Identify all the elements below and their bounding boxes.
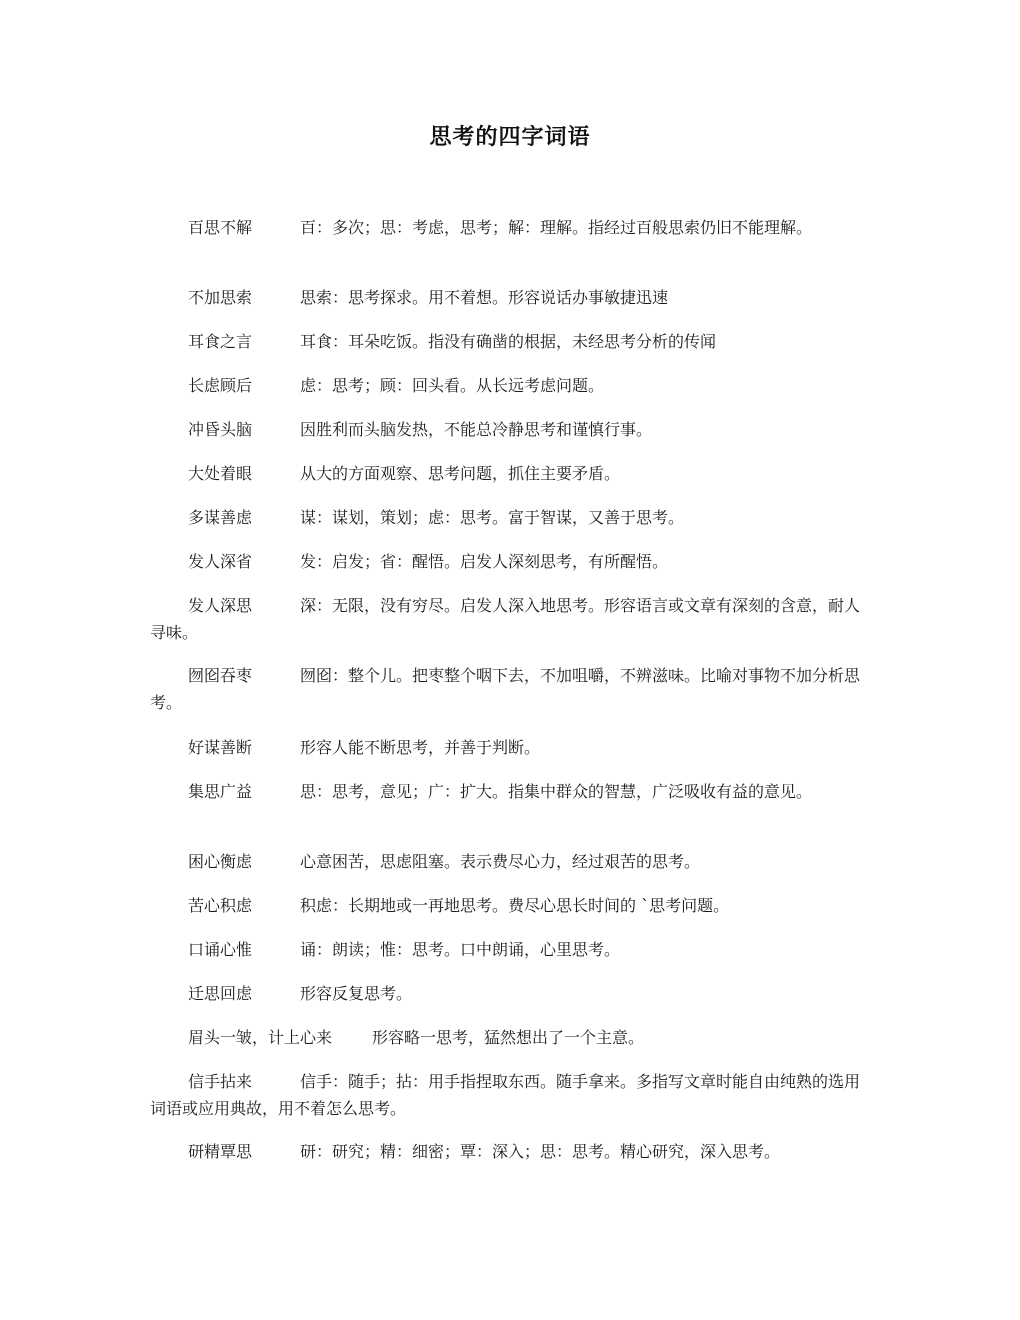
entry-definition: 思索：思考探求。用不着想。形容说话办事敏捷迅速 — [300, 288, 669, 307]
entry-term: 研精覃思 — [188, 1142, 253, 1161]
entry-definition: 囫囵：整个儿。把枣整个咽下去，不加咀嚼，不辨滋味。比喻对事物不加分析思考。 — [150, 666, 861, 712]
entry-definition: 诵：朗读；惟：思考。口中朗诵，心里思考。 — [300, 940, 621, 959]
list-item — [150, 778, 870, 805]
entry-term: 好谋善断 — [188, 738, 253, 757]
entry-definition: 因胜利而头脑发热，不能总冷静思考和谨慎行事。 — [300, 420, 653, 439]
entry-term: 不加思索 — [188, 288, 253, 307]
entry-term: 困心衡虑 — [188, 852, 253, 871]
list-item — [150, 372, 870, 399]
entry-term: 耳食之言 — [188, 332, 253, 351]
list-item — [150, 416, 870, 443]
entry-term: 发人深思 — [188, 596, 253, 615]
list-item — [150, 892, 870, 919]
entry-definition: 从大的方面观察、思考问题，抓住主要矛盾。 — [300, 464, 621, 483]
list-item — [150, 1138, 870, 1165]
entry-definition: 积虑：长期地或一再地思考。费尽心思长时间的 `思考问题。 — [300, 896, 730, 915]
entry-definition: 形容反复思考。 — [300, 984, 413, 1003]
list-item — [150, 548, 870, 575]
entry-term: 囫囵吞枣 — [188, 666, 253, 685]
entry-term: 发人深省 — [188, 552, 253, 571]
entry-term: 冲昏头脑 — [188, 420, 253, 439]
entry-definition: 心意困苦，思虑阻塞。表示费尽心力，经过艰苦的思考。 — [300, 852, 701, 871]
list-item — [150, 504, 870, 531]
list-item — [150, 848, 870, 875]
entry-definition: 研：研究；精：细密；覃：深入；思：思考。精心研究，深入思考。 — [300, 1142, 781, 1161]
entry-definition: 思：思考，意见；广：扩大。指集中群众的智慧，广泛吸收有益的意见。 — [300, 782, 813, 801]
entry-term: 长虑顾后 — [188, 376, 253, 395]
entry-definition: 信手：随手；拈：用手指捏取东西。随手拿来。多指写文章时能自由纯熟的选用词语或应用典故，用不着怎么思考。 — [150, 1072, 861, 1118]
list-item — [150, 1068, 870, 1122]
list-item — [150, 734, 870, 761]
list-item — [150, 460, 870, 487]
page-title: 思考的四字词语 — [429, 124, 591, 150]
list-item — [150, 214, 870, 241]
entry-term: 苦心积虑 — [188, 896, 253, 915]
entry-term: 口诵心惟 — [188, 940, 253, 959]
list-item — [150, 592, 870, 646]
entry-term: 集思广益 — [188, 782, 253, 801]
list-item — [150, 328, 870, 355]
list-item — [150, 1024, 870, 1051]
list-item — [150, 936, 870, 963]
list-item — [150, 662, 870, 716]
entry-term: 眉头一皱，计上心来 — [188, 1028, 333, 1047]
entry-definition: 形容人能不断思考，并善于判断。 — [300, 738, 541, 757]
entry-term: 多谋善虑 — [188, 508, 253, 527]
entry-term: 信手拈来 — [188, 1072, 253, 1091]
entry-term: 百思不解 — [188, 218, 253, 237]
entry-definition: 虑：思考；顾：回头看。从长远考虑问题。 — [300, 376, 605, 395]
list-item — [150, 980, 870, 1007]
entry-definition: 百：多次；思：考虑，思考；解：理解。指经过百般思索仍旧不能理解。 — [300, 218, 813, 237]
entry-definition: 耳食：耳朵吃饭。指没有确凿的根据，未经思考分析的传闻 — [300, 332, 717, 351]
entry-definition: 谋：谋划，策划；虑：思考。富于智谋，又善于思考。 — [300, 508, 685, 527]
list-item — [150, 284, 870, 311]
entry-definition: 形容略一思考，猛然想出了一个主意。 — [372, 1028, 645, 1047]
entry-term: 迁思回虑 — [188, 984, 253, 1003]
entry-term: 大处着眼 — [188, 464, 253, 483]
entry-definition: 发：启发；省：醒悟。启发人深刻思考，有所醒悟。 — [300, 552, 669, 571]
entry-definition: 深：无限，没有穷尽。启发人深入地思考。形容语言或文章有深刻的含意，耐人寻味。 — [150, 596, 861, 642]
